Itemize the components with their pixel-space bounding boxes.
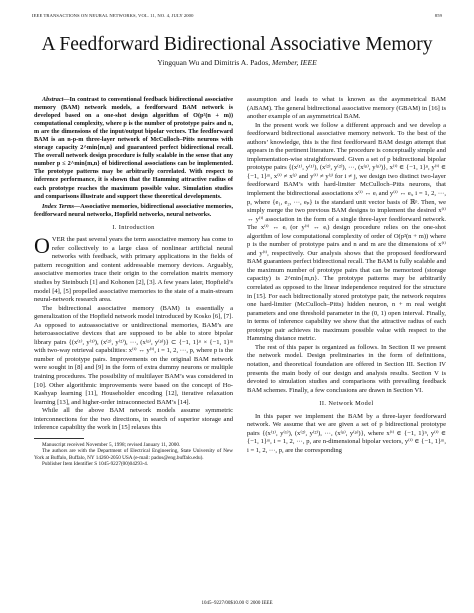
page-number: 859 xyxy=(434,13,442,18)
footnote-affiliation: The authors are with the Department of Electrical Engineering, State University of New York at Buffalo, Buffalo, NY 14260-2050 USA (e-mail: pados@eng.buffalo.edu). xyxy=(34,448,233,461)
author-membership: Member, IEEE xyxy=(272,58,317,67)
author-line xyxy=(20,58,454,67)
footnote-received: Manuscript received November 5, 1998; revised January 11, 2000. xyxy=(42,441,181,448)
left-column xyxy=(34,96,233,467)
author-names: Yingquan Wu and Dimitris A. Pados, xyxy=(157,58,271,67)
intro-paragraph-1-text: VER the past several years the term associative memory has come to refer collectively to a large class of nonlinear artificial neural networks with feedback, with primary applications in the fields of pattern recognition and content addressable memory devices. Arguably, associative memories trace their origin to the correlation matrix memory studies by Steinbuch [1] and Kohonen [2], [3]. A few years later, Hopfield’s model [4], [5] propelled associative memories to the state of a main-stream neural-network research area. xyxy=(34,236,233,304)
index-terms xyxy=(34,203,233,219)
index-terms-label: Index Terms— xyxy=(42,202,81,210)
journal-header: IEEE TRANSACTIONS ON NEURAL NETWORKS, VOL. 11, NO. 4, JULY 2000 xyxy=(32,13,194,18)
abstract-text: In contrast to conventional feedback bidirectional associative memory (BAM) network models, a feedforward BAM network is developed based on a one-shot design algorithm of O(p²(n + m)) computational complexity, where p is the number of prototype pairs and n, m are the dimensions of the input/output bipolar vectors. The feedforward BAM is an n-p-m three-layer network of McCulloch–Pitts neurons with storage capacity 2^min{m,n} and guaranteed perfect bidirectional recall. The overall network design procedure is fully scalable in the sense that any number p ≤ 2^min{m,n} of bidirectional associations can be implemented. The prototype patterns may be arbitrarily correlated. With respect to inference performance, it is shown that the Hamming attractive radius of each prototype reaches the maximum possible value. Simulation studies and comparisons illustrate and support these theoretical developments. xyxy=(34,96,233,200)
abstract-label: Abstract— xyxy=(42,96,70,103)
section-heading-introduction: I. Introduction xyxy=(112,223,155,231)
index-terms-text: Associative memories, bidirectional associative memories, feedforward neural networks, Hopfield networks, neural networks. xyxy=(34,202,233,218)
footnote-rule xyxy=(34,438,84,439)
right-paragraph-2: In the present work we follow a different approach and we develop a feedforward bidirectional associative memory network. To the best of the authors’ knowledge, this is the first feedforward BAM design attempt that appears in the pertinent literature. The procedure is conceptually simple and implementation-wise straightforward. Given a set of p bidirectional bipolar prototype pairs {(x⁽¹⁾, y⁽¹⁾), (x⁽²⁾, y⁽²⁾), ···, (x⁽ᵖ⁾, y⁽ᵖ⁾)}, x⁽ⁱ⁾ ∈ {−1, 1}ⁿ, y⁽ⁱ⁾ ∈ {−1, 1}ᵐ, x⁽ⁱ⁾ ≠ x⁽ʲ⁾ and y⁽ⁱ⁾ ≠ y⁽ʲ⁾ for i ≠ j, we design two distinct two-layer feedforward BAM’s with hard-limiter McCulloch–Pitts neurons, that implement the bidirectional associations x⁽ⁱ⁾ ↔ eᵢ and y⁽ⁱ⁾ ↔ eᵢ, i = 1, 2, ···, p, where {e₁, e₂, ···, eₚ} is the standard unit vector basis of ℝᵖ. Then, we simply merge the two previous BAM designs to implement the desired x⁽ⁱ⁾ ↔ y⁽ⁱ⁾ association in the form of a single three-layer feedforward network. The x⁽ⁱ⁾ ↔ eᵢ (or y⁽ⁱ⁾ ↔ eᵢ) design procedure relies on the one-shot algorithm of low computational complexity of order of O(p²(n + m)) where p is the number of prototype pairs and n and m are the dimensions of x⁽ⁱ⁾ and y⁽ⁱ⁾, respectively. Our analysis shows that the proposed feedforward BAM guarantees perfect bidirectional recall. The BAM is fully scalable and the maximum number of prototype pairs that can be memorized (storage capacity) is 2^min{m,n}. The prototype patterns may be arbitrarily correlated as opposed to the linear independence required for the structure in [15]. For each bidirectionally stored prototype pair, the network requires one hard-limiter (McCulloch–Pitts) hidden neuron, n + m real weight parameters and one threshold parameter in the (0, 1) open interval. Finally, in terms of inference capability we show that the attractive radius of each prototype pair achieves its maximum possible value with respect to the Hamming distance metric. xyxy=(247,121,446,343)
right-column xyxy=(247,96,446,455)
intro-paragraph-3: While all the above BAM network models assume symmetric interconnections for the two directions, in search of superior storage and inference capability the work in [15] relaxes this xyxy=(34,407,233,432)
footnote-pii: Publisher Item Identifier S 1045-9227(00)04293-4. xyxy=(42,461,149,468)
right-paragraph-3: The rest of this paper is organized as follows. In Section II we present the network model. Design preliminaries in the form of definitions, notation, and theoretical foundation are offered in Section III. Section IV presents the main body of our design and analysis results. Section V is devoted to simulation studies and comparisons with prevailing feedback BAM schemes. Finally, a few conclusions are drawn in Section VI. xyxy=(247,343,446,394)
intro-paragraph-1 xyxy=(34,233,233,304)
dropcap: O xyxy=(34,233,50,259)
paper-title: A Feedforward Bidirectional Associative Memory xyxy=(41,34,433,55)
section-heading-network-model: II. Network Model xyxy=(319,400,374,408)
intro-paragraph-2: The bidirectional associative memory (BAM) is essentially a generalization of the Hopfield network model introduced by Kosko [6], [7]. As opposed to autoassociative or unidirectional memories, BAM’s are heteroassociative devices that are supposed to be able to store bipolar library pairs {(x⁽¹⁾, y⁽¹⁾), (x⁽²⁾, y⁽²⁾), ···, (x⁽ᵖ⁾, y⁽ᵖ⁾)} ⊂ {−1, 1}ⁿ × {−1, 1}ᵐ with two-way retrieval capabilities: x⁽ⁱ⁾ ↔ y⁽ⁱ⁾, i = 1, 2, ···, p, where p is the number of prototype pairs. Improvements on the original BAM network were sought in [8] and [9] in the form of extra dummy neurons or multiple training procedures. The possibility of multilayer BAM’s was considered in [10]. Other algorithmic improvements were based on the concept of Ho-Kashyap learning [11], Householder encoding [12], iterative relaxation learning [13], and higher-order intraconnected BAM’s [14]. xyxy=(34,304,233,406)
right-paragraph-1: assumption and leads to what is known as the asymmetrical BAM (ABAM). The general bidirectional associative memory (GBAM) in [16] is another example of an asymmetrical BAM. xyxy=(247,96,446,121)
running-head xyxy=(32,13,442,21)
right-paragraph-4: In this paper we implement the BAM by a three-layer feedforward network. We assume that we are given a set of p bidirectional prototype pairs {(x⁽¹⁾, y⁽¹⁾), (x⁽²⁾, y⁽²⁾), ···, (x⁽ᵖ⁾, y⁽ᵖ⁾)}, where x⁽ⁱ⁾ ∈ {−1, 1}ⁿ, y⁽ⁱ⁾ ∈ {−1, 1}ᵐ, i = 1, 2, ···, p, are n-dimensional bipolar vectors, y⁽ⁱ⁾ ∈ {−1, 1}ᵐ, i = 1, 2, ···, p, are the corresponding xyxy=(247,412,446,454)
copyright-footer: 1045–9227/00$10.00 © 2000 IEEE xyxy=(201,601,273,606)
abstract xyxy=(34,96,233,201)
